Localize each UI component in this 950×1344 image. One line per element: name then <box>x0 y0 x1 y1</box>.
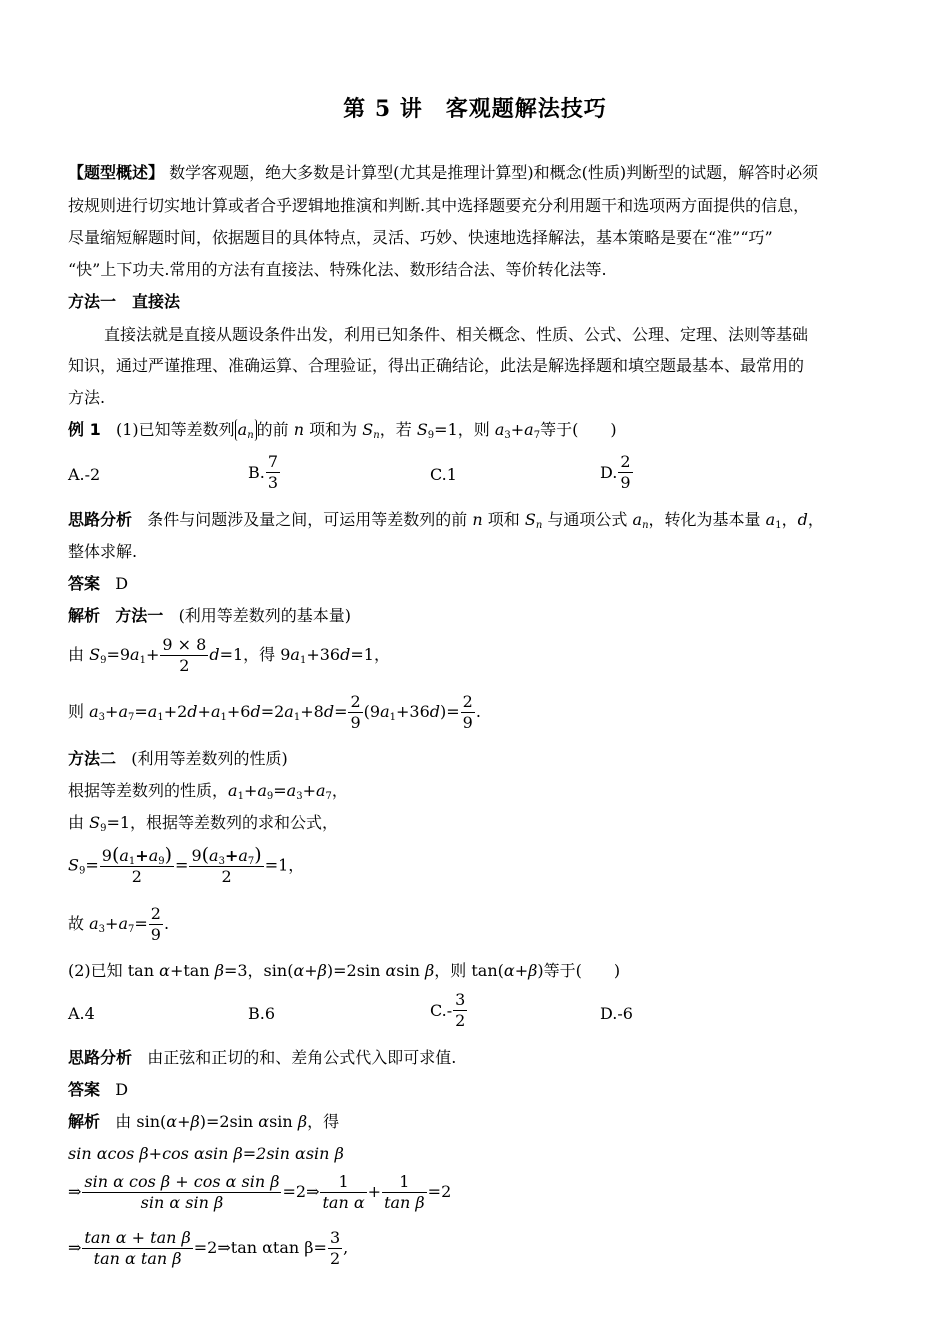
method1-line-2: 知识，通过严谨推理、准确运算、合理验证，得出正确结论，此法是解选择题和填空题最基本、最常用的 <box>68 356 805 375</box>
option-a: A.4 <box>68 1004 95 1023</box>
option-d: D. $\frac{2}{9}$ <box>600 452 631 492</box>
page-title: 第 5 讲 客观题解法技巧 <box>343 96 607 122</box>
example2-analysis: 思路分析 由正弦和正切的和、差角公式代入即可求值. <box>68 1048 457 1067</box>
overview-line-2: 按规则进行切实地计算或者合乎逻辑地推演和判断.其中选择题要充分利用题干和选项两方面提供的信息， <box>68 196 810 215</box>
example1-analysis: 思路分析 条件与问题涉及量之间，可运用等差数列的前 n 项和 $S_n$ 与通项公式 $a_n$，转化为基本量 $a_1$，d， <box>68 510 824 531</box>
method1-line-3: 方法. <box>68 388 106 407</box>
method1-heading: 方法一 直接法 <box>68 292 181 311</box>
example1-analysis-line-2: 整体求解. <box>68 542 138 561</box>
example1-way2-line-2: 由 $S_9=1$，根据等差数列的求和公式， <box>68 813 339 834</box>
example1-options <box>0 452 950 502</box>
example2-options <box>0 990 950 1040</box>
example2-solution: 解析 由 sin(α+β)=2sin αsin β，得 <box>68 1112 340 1131</box>
option-c: C.1 <box>430 465 457 484</box>
example2-step-1: sin αcos β+cos αsin β=2sin αsin β <box>68 1144 344 1163</box>
overview-line-3: 尽量缩短解题时间，依据题目的具体特点，灵活、巧妙、快速地选择解法，基本策略是要在“准”“巧” <box>68 228 773 247</box>
example1-answer: 答案 D <box>68 574 129 593</box>
example1-way2-head: 方法二 (利用等差数列的性质) <box>68 749 288 768</box>
overview-line-4: “快”上下功夫.常用的方法有直接法、特殊化法、数形结合法、等价转化法等. <box>68 260 607 279</box>
example1-way2-line-1: 根据等差数列的性质，$a_1+a_9=a_3+a_7$， <box>68 781 348 802</box>
option-d: D.-6 <box>600 1004 633 1023</box>
method1-line-1: 直接法就是直接从题设条件出发，利用已知条件、相关概念、性质、公式、公理、定理、法则等基础 <box>104 325 809 344</box>
option-b: B.6 <box>248 1004 276 1023</box>
example1-way2-final: 故 $a_3+a_7=$ $\frac{2}{9}$ . <box>68 904 170 944</box>
example1-step-2: 则 $a_3+a_7=a_1+2d+a_1+6d=2a_1+8d=$ $\frac{2}{9}$ $(9a_1+36d)=$ $\frac{2}{9}$ . <box>68 692 481 732</box>
overview-label: 【题型概述】 <box>68 163 165 182</box>
option-c: C.- $\frac{3}{2}$ <box>430 990 466 1030</box>
example1-label: 例 1 <box>68 420 101 439</box>
sequence-brace: $a_n$ <box>235 419 257 441</box>
example1-solution-head: 解析 方法一 (利用等差数列的基本量) <box>68 606 352 625</box>
option-a: A.-2 <box>68 465 101 484</box>
example2-answer: 答案 D <box>68 1080 129 1099</box>
example2-question: (2)已知 tan α+tan β=3，sin(α+β)=2sin αsin β，则 tan(α+β)等于( ) <box>68 961 621 980</box>
example1-step-1: 由 $S_9=9a_1+$ $\frac{9 \times 8}{2}$ d=1，得 $9a_1+36d=1$， <box>68 635 390 675</box>
example2-step-2: ⇒ $\frac{\text{sin α cos β + cos α sin β}}{\text{sin α sin β}}$ =2⇒ $\frac{1}{\text{tan α}}$ + $\frac{1}{\text{tan β}}$ =2 <box>68 1172 452 1212</box>
example2-step-3: ⇒ $\frac{\text{tan α + tan β}}{\text{tan α tan β}}$ =2⇒tan αtan β= $\frac{3}{2}$ , <box>68 1228 349 1268</box>
option-b: B. $\frac{7}{3}$ <box>248 452 279 492</box>
example1-way2-formula: $S_9=$ $\frac{9(a_1+a_9)}{2}$ = $\frac{9(a_3+a_7)}{2}$ =1， <box>68 844 305 886</box>
example1-question: 例 1 (1)已知等差数列 $a_n$ 的前 n 项和为 $S_n$，若 $S_9=1$，则 $a_3+a_7$等于( ) <box>68 420 617 441</box>
overview-line-1: 【题型概述】 数学客观题，绝大多数是计算型(尤其是推理计算型)和概念(性质)判断型的试题，解答时必须 <box>68 163 819 182</box>
